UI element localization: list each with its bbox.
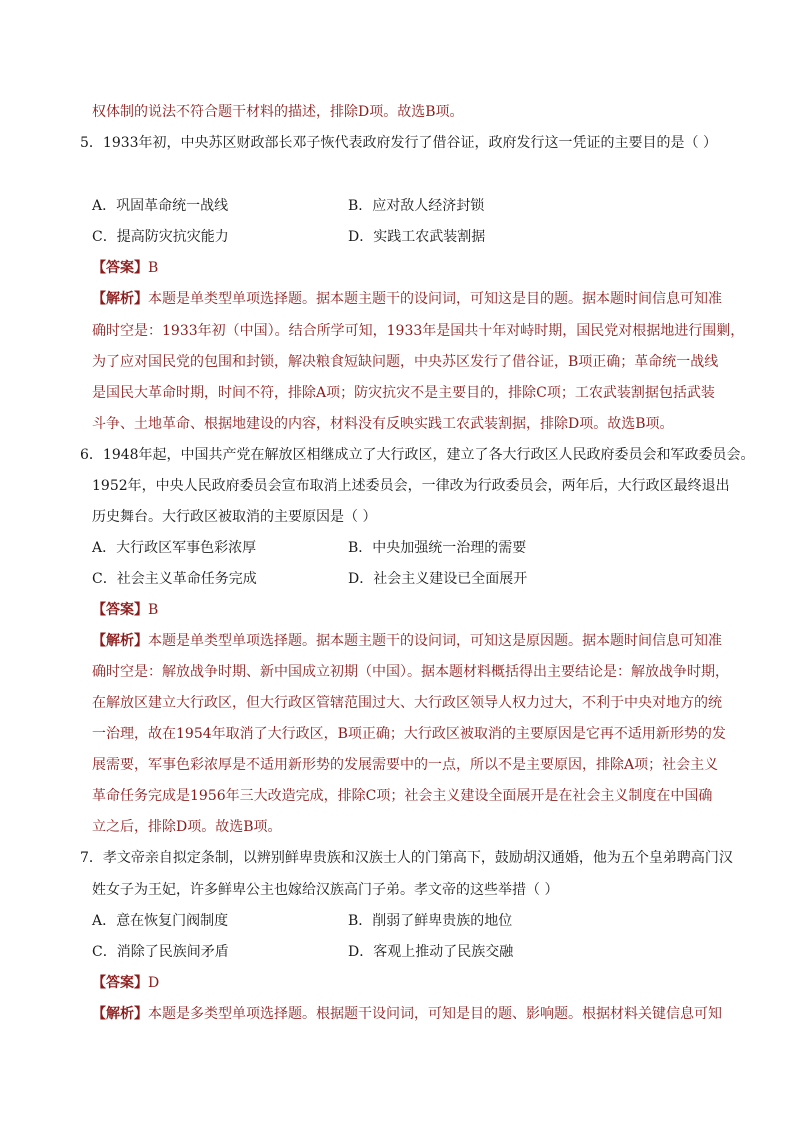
previous-analysis-tail: 权体制的说法不符合题干材料的描述，排除D项。故选B项。 bbox=[92, 104, 464, 120]
question-5-option-d: D．实践工农武装割据 bbox=[348, 229, 486, 245]
question-6-analysis-line-2: 确时空是：解放战争时期、新中国成立初期（中国）。据本题材料概括得出主要结论是：解放战争时期， bbox=[92, 664, 729, 680]
question-5-analysis-line-2: 确时空是：1933年初（中国）。结合所学可知，1933年是国共十年对峙时期，国民党对根据地进行围剿， bbox=[92, 323, 745, 339]
question-7-stem-line-2: 姓女子为王妃，许多鲜卑公主也嫁给汉族高门子弟。孝文帝的这些举措（ ） bbox=[92, 882, 559, 898]
question-5-option-b: B．应对敌人经济封锁 bbox=[348, 198, 485, 214]
question-5-analysis-line-4: 是国民大革命时期，时间不符，排除A项；防灾抗灾不是主要目的，排除C项；工农武装割据包括武装 bbox=[92, 385, 715, 401]
question-5-option-c: C．提高防灾抗灾能力 bbox=[92, 229, 229, 245]
answer-tag: 【答案】 bbox=[92, 975, 148, 991]
question-7-option-a: A．意在恢复门阀制度 bbox=[92, 913, 229, 929]
analysis-tag: 【解析】 bbox=[92, 633, 148, 649]
question-6-option-b: B．中央加强统一治理的需要 bbox=[348, 540, 527, 556]
analysis-text: 本题是单类型单项选择题。据本题主题干的设问词，可知这是目的题。据本题时间信息可知准 bbox=[148, 291, 722, 307]
question-6-answer bbox=[92, 600, 158, 620]
question-5-stem: 5．1933年初，中央苏区财政部长邓子恢代表政府发行了借谷证，政府发行这一凭证的主要目的是（ ） bbox=[80, 135, 717, 151]
analysis-tag: 【解析】 bbox=[92, 1006, 148, 1022]
question-7-stem-line-1: 7．孝文帝亲自拟定条制，以辨别鲜卑贵族和汉族士人的门第高下，鼓励胡汉通婚，他为五个皇弟聘高门汉 bbox=[80, 850, 733, 866]
question-5-analysis-line-3: 为了应对国民党的包围和封锁，解决粮食短缺问题，中央苏区发行了借谷证，B项正确；革命统一战线 bbox=[92, 354, 719, 370]
question-6-analysis-line-1 bbox=[92, 631, 722, 651]
question-6-analysis-line-6: 革命任务完成是1956年三大改造完成，排除C项；社会主义建设全面展开是在社会主义制度在中国确 bbox=[92, 788, 713, 804]
question-7-answer bbox=[92, 973, 159, 993]
answer-value: B bbox=[148, 260, 159, 276]
answer-value: D bbox=[148, 975, 160, 991]
question-6-analysis-line-3: 在解放区建立大行政区，但大行政区管辖范围过大、大行政区领导人权力过大，不利于中央对地方的统 bbox=[92, 695, 722, 711]
answer-tag: 【答案】 bbox=[92, 602, 148, 618]
question-5-answer bbox=[92, 258, 158, 278]
question-6-stem-line-1: 6．1948年起，中国共产党在解放区相继成立了大行政区，建立了各大行政区人民政府委员会和军政委员会。 bbox=[80, 447, 755, 463]
question-6-option-d: D．社会主义建设已全面展开 bbox=[348, 571, 528, 587]
answer-value: B bbox=[148, 602, 159, 618]
analysis-text: 本题是单类型单项选择题。据本题主题干的设问词，可知这是原因题。据本题时间信息可知准 bbox=[148, 633, 722, 649]
question-6-option-c: C．社会主义革命任务完成 bbox=[92, 571, 257, 587]
question-6-stem-line-2: 1952年，中央人民政府委员会宣布取消上述委员会，一律改为行政委员会，两年后，大行政区最终退出 bbox=[92, 478, 730, 494]
question-7-option-d: D．客观上推动了民族交融 bbox=[348, 944, 514, 960]
question-6-analysis-line-4: 一治理，故在1954年取消了大行政区，B项正确；大行政区被取消的主要原因是它再不适用新形势的发 bbox=[92, 726, 726, 742]
answer-tag: 【答案】 bbox=[92, 260, 148, 276]
question-5-analysis-line-1 bbox=[92, 289, 722, 309]
question-6-stem-line-3: 历史舞台。大行政区被取消的主要原因是（ ） bbox=[92, 509, 377, 525]
question-5-analysis-line-5: 斗争、土地革命、根据地建设的内容，材料没有反映实践工农武装割据，排除D项。故选B项。 bbox=[92, 416, 674, 432]
question-6-option-a: A．大行政区军事色彩浓厚 bbox=[92, 540, 257, 556]
question-6-analysis-line-5: 展需要，军事色彩浓厚是不适用新形势的发展需要中的一点，所以不是主要原因，排除A项；社会主义 bbox=[92, 757, 719, 773]
question-6-analysis-line-7: 立之后，排除D项。故选B项。 bbox=[92, 819, 282, 835]
question-7-option-b: B．削弱了鲜卑贵族的地位 bbox=[348, 913, 513, 929]
analysis-text: 本题是多类型单项选择题。根据题干设问词，可知是目的题、影响题。根据材料关键信息可知 bbox=[148, 1006, 722, 1022]
question-5-option-a: A．巩固革命统一战线 bbox=[92, 198, 229, 214]
analysis-tag: 【解析】 bbox=[92, 291, 148, 307]
question-7-option-c: C．消除了民族间矛盾 bbox=[92, 944, 229, 960]
question-7-analysis-line-1 bbox=[92, 1004, 722, 1024]
